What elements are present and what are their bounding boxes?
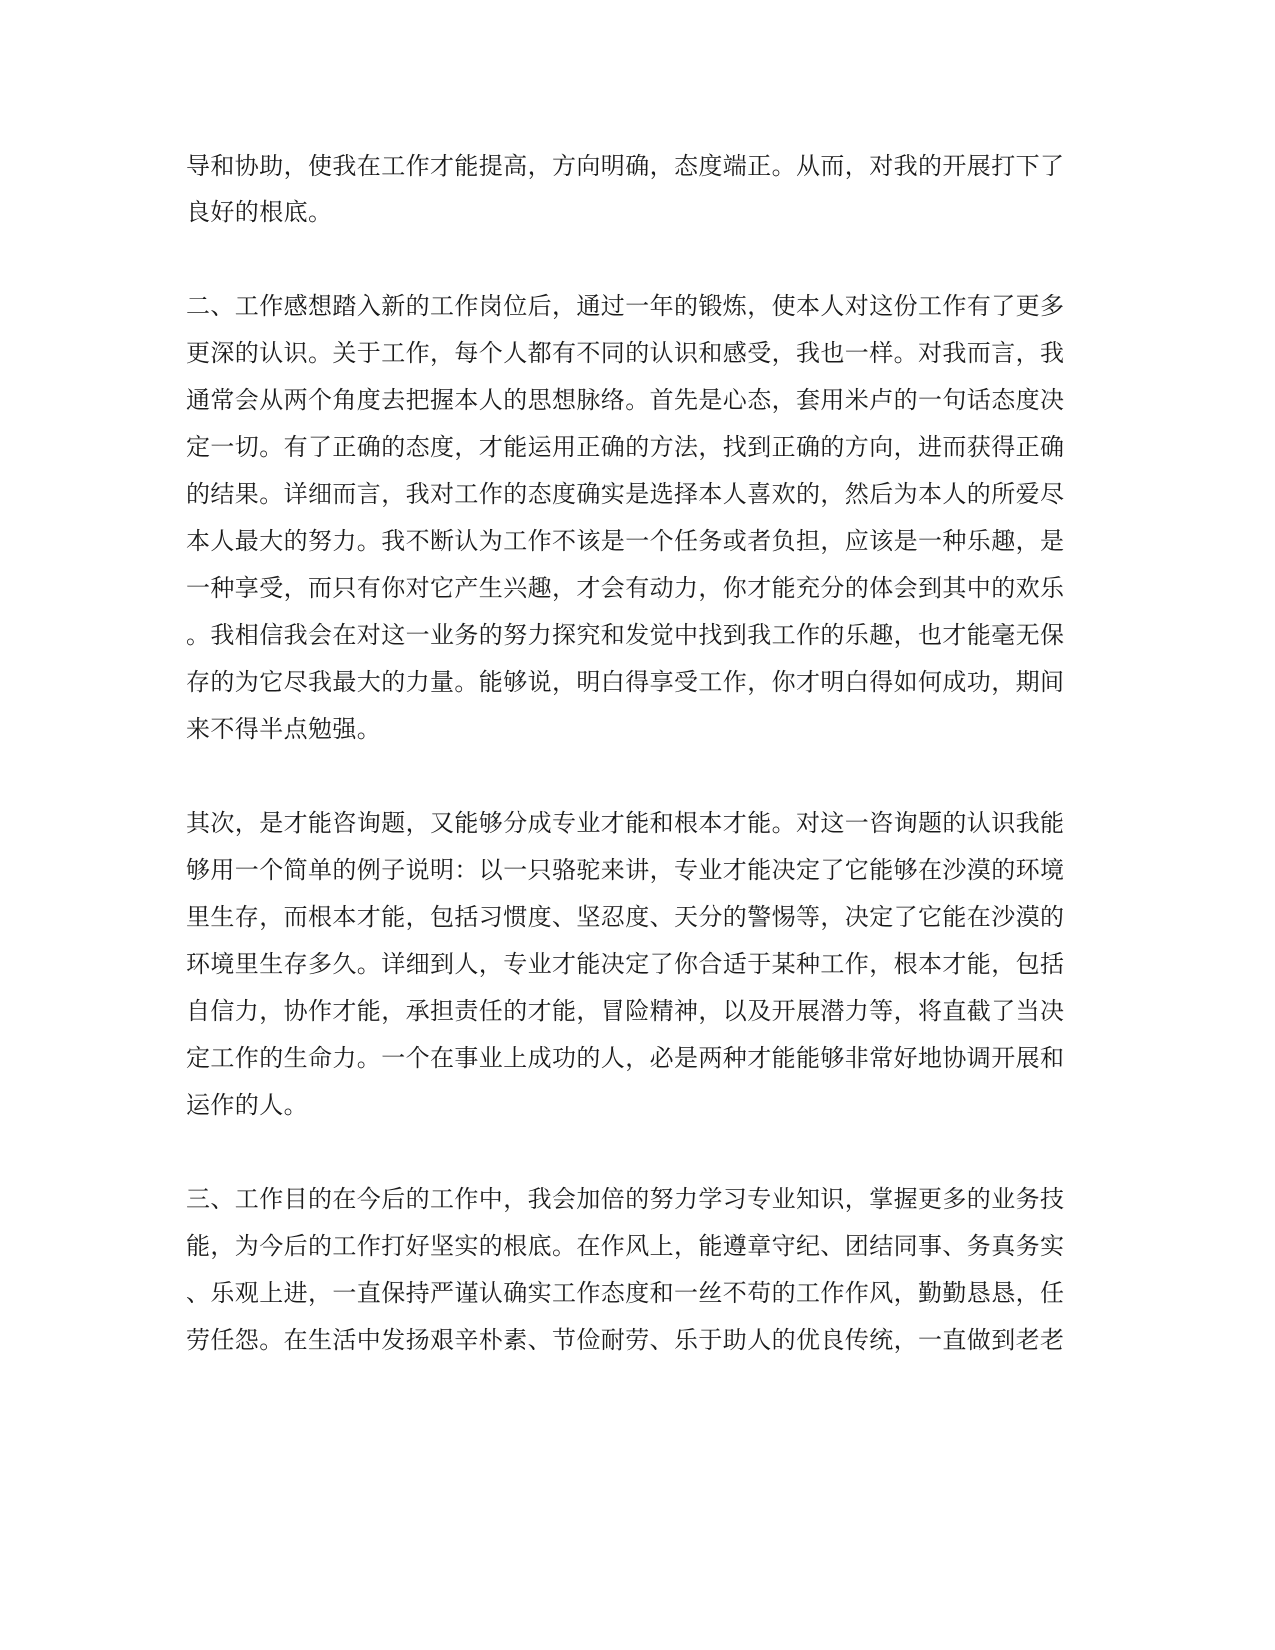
text-line: 运作的人。 — [186, 1091, 308, 1119]
text-line: 良好的根底。 — [186, 198, 333, 226]
text-line: 环境里生存多久。详细到人，专业才能决定了你合适于某种工作，根本才能，包括 — [186, 950, 1065, 978]
text-line: 三、工作目的在今后的工作中，我会加倍的努力学习专业知识，掌握更多的业务技 — [186, 1185, 1065, 1213]
text-line: 导和协助，使我在工作才能提高，方向明确，态度端正。从而，对我的开展打下了 — [186, 152, 1065, 180]
text-line: 的结果。详细而言，我对工作的态度确实是选择本人喜欢的，然后为本人的所爱尽 — [186, 480, 1065, 508]
text-line: 存的为它尽我最大的力量。能够说，明白得享受工作，你才明白得如何成功，期间 — [186, 668, 1065, 696]
text-line: 够用一个简单的例子说明：以一只骆驼来讲，专业才能决定了它能够在沙漠的环境 — [186, 856, 1065, 884]
text-line: 定一切。有了正确的态度，才能运用正确的方法，找到正确的方向，进而获得正确 — [186, 433, 1065, 461]
text-line: 其次，是才能咨询题，又能够分成专业才能和根本才能。对这一咨询题的认识我能 — [186, 809, 1065, 837]
text-line: 来不得半点勉强。 — [186, 715, 382, 743]
text-line: 。我相信我会在对这一业务的努力探究和发觉中找到我工作的乐趣，也才能毫无保 — [186, 621, 1065, 649]
text-line: 自信力，协作才能，承担责任的才能，冒险精神，以及开展潜力等，将直截了当决 — [186, 997, 1065, 1025]
text-line: 一种享受，而只有你对它产生兴趣，才会有动力，你才能充分的体会到其中的欢乐 — [186, 574, 1065, 602]
text-line: 更深的认识。关于工作，每个人都有不同的认识和感受，我也一样。对我而言，我 — [186, 339, 1065, 367]
text-line: 本人最大的努力。我不断认为工作不该是一个任务或者负担，应该是一种乐趣，是 — [186, 527, 1065, 555]
text-line: 里生存，而根本才能，包括习惯度、坚忍度、天分的警惕等，决定了它能在沙漠的 — [186, 903, 1065, 931]
text-line: 通常会从两个角度去把握本人的思想脉络。首先是心态，套用米卢的一句话态度决 — [186, 386, 1065, 414]
text-line: 劳任怨。在生活中发扬艰辛朴素、节俭耐劳、乐于助人的优良传统，一直做到老老 — [186, 1326, 1065, 1354]
text-line: 、乐观上进，一直保持严谨认确实工作态度和一丝不苟的工作作风，勤勤恳恳，任 — [186, 1279, 1065, 1307]
text-line: 能，为今后的工作打好坚实的根底。在作风上，能遵章守纪、团结同事、务真务实 — [186, 1232, 1065, 1260]
text-line: 二、工作感想踏入新的工作岗位后，通过一年的锻炼，使本人对这份工作有了更多 — [186, 292, 1065, 320]
text-line: 定工作的生命力。一个在事业上成功的人，必是两种才能能够非常好地协调开展和 — [186, 1044, 1065, 1072]
